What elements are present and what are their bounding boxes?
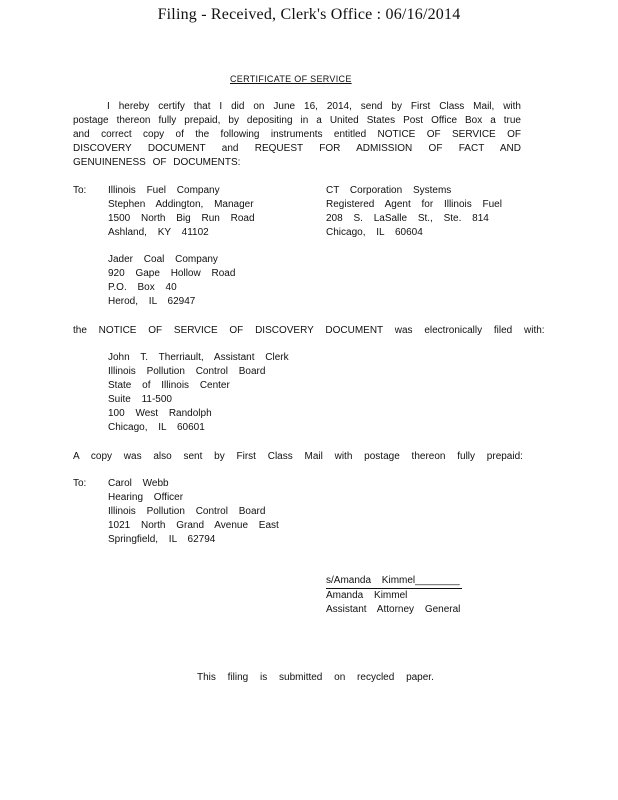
address-line: 1500 North Big Run Road bbox=[108, 213, 255, 224]
address-line: 920 Gape Hollow Road bbox=[108, 268, 236, 279]
signature-line: s/Amanda Kimmel________ bbox=[326, 574, 462, 589]
address-line: P.O. Box 40 bbox=[108, 282, 177, 293]
filed-with-line: the NOTICE OF SERVICE OF DISCOVERY DOCUMENT was electronically filed with: bbox=[73, 325, 545, 336]
recipient-address-1 bbox=[108, 184, 255, 240]
intro-paragraph: I hereby certify that I did on June 16, 2014, send by First Class Mail, with postage thereon fully prepaid, by depositing in a United States Post Office Box a true and correct copy of the following instruments entitled NOTICE OF SERVICE OF DISCOVERY DOCUMENT and REQUEST FOR ADMISSION OF FACT AND GENUINENESS OF DOCUMENTS: bbox=[73, 101, 521, 168]
to-label: To: bbox=[73, 185, 87, 196]
address-line: 208 S. LaSalle St., Ste. 814 bbox=[326, 213, 489, 224]
address-line: Chicago, IL 60604 bbox=[326, 227, 423, 238]
filing-stamp: Filing - Received, Clerk's Office : 06/16/2014 bbox=[157, 6, 461, 23]
signature-block bbox=[326, 574, 462, 617]
recipient-address-registered-agent bbox=[326, 184, 502, 240]
address-line: Springfield, IL 62794 bbox=[108, 534, 216, 545]
address-line: State of Illinois Center bbox=[108, 380, 230, 391]
copy-sent-line: A copy was also sent by First Class Mail with postage thereon fully prepaid: bbox=[73, 451, 523, 462]
address-line: Ashland, KY 41102 bbox=[108, 227, 209, 238]
address-line: 1021 North Grand Avenue East bbox=[108, 520, 279, 531]
recipient-address-2 bbox=[108, 253, 235, 309]
recycled-paper-note: This filing is submitted on recycled paper. bbox=[197, 672, 434, 683]
hearing-officer-address bbox=[108, 477, 279, 547]
signer-title: Assistant Attorney General bbox=[326, 604, 461, 615]
address-line: 100 West Randolph bbox=[108, 408, 212, 419]
certificate-title: CERTIFICATE OF SERVICE bbox=[230, 74, 352, 84]
address-line: Carol Webb bbox=[108, 478, 169, 489]
address-line: CT Corporation Systems bbox=[326, 185, 452, 196]
address-line: John T. Therriault, Assistant Clerk bbox=[108, 352, 289, 363]
address-line: Illinois Fuel Company bbox=[108, 185, 220, 196]
address-line: Hearing Officer bbox=[108, 492, 184, 503]
address-line: Herod, IL 62947 bbox=[108, 296, 196, 307]
address-line: Jader Coal Company bbox=[108, 254, 218, 265]
address-line: Registered Agent for Illinois Fuel bbox=[326, 199, 502, 210]
address-line: Suite 11-500 bbox=[108, 394, 172, 405]
signer-name: Amanda Kimmel bbox=[326, 590, 408, 601]
address-line: Stephen Addington, Manager bbox=[108, 199, 254, 210]
clerk-address bbox=[108, 351, 289, 435]
to-label: To: bbox=[73, 478, 87, 489]
address-line: Illinois Pollution Control Board bbox=[108, 366, 266, 377]
address-line: Chicago, IL 60601 bbox=[108, 422, 205, 433]
address-line: Illinois Pollution Control Board bbox=[108, 506, 266, 517]
